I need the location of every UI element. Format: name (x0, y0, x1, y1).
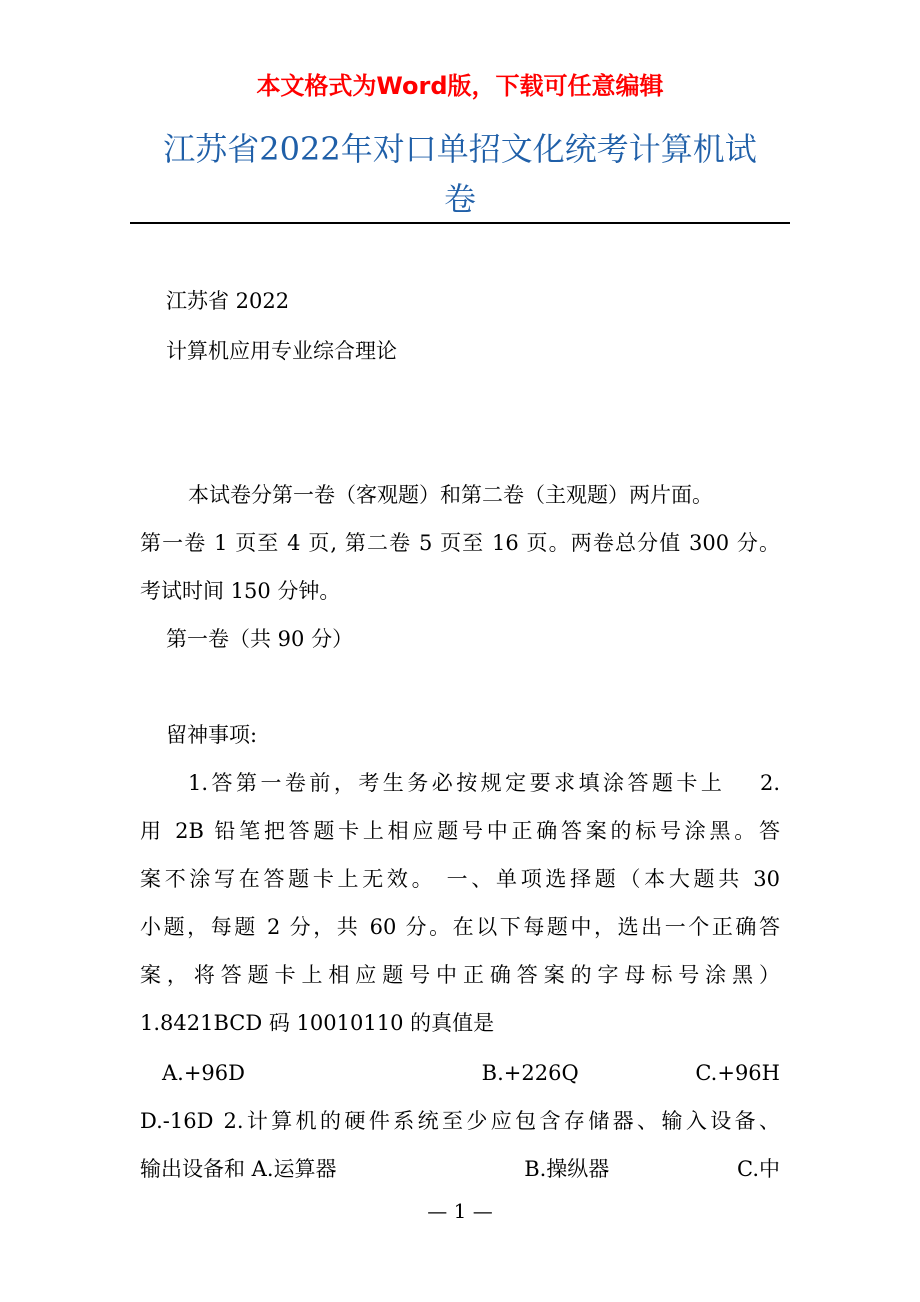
page-number: — 1 — (427, 1199, 493, 1223)
intro-line-1: 本试卷分第一卷（客观题）和第二卷（主观题）两片面。 (188, 483, 713, 507)
header-province: 江苏省 2022 (166, 289, 290, 313)
notice-line-1: 1.答第一卷前，考生务必按规定要求填涂答题卡上 2. (188, 771, 780, 795)
notice-line-4: 小题，每题 2 分，共 60 分。在以下每题中，选出一个正确答 (140, 915, 780, 939)
question-1-options (162, 1058, 780, 1088)
question-2-prefix: 输出设备和 A.运算器 (140, 1157, 337, 1181)
option-b: B.+226Q (481, 1061, 579, 1085)
part-one-heading: 第一卷（共 90 分） (166, 627, 354, 651)
notice-line-5: 案，将答题卡上相应题号中正确答案的字母标号涂黑） (140, 963, 780, 987)
title-line-2: 卷 (443, 180, 476, 218)
notice-heading: 留神事项: (166, 723, 258, 747)
question-2-line-1: D.-16D 2.计算机的硬件系统至少应包含存储器、输入设备、 (140, 1109, 780, 1133)
option-a: A.+96D (162, 1061, 245, 1085)
question-2-line-2 (140, 1154, 780, 1184)
header-subject: 计算机应用专业综合理论 (166, 339, 397, 363)
intro-line-2: 第一卷 1 页至 4 页, 第二卷 5 页至 16 页。两卷总分值 300 分。 (140, 531, 780, 555)
question-2-option-b: B.操纵器 (524, 1157, 610, 1181)
title-divider (130, 222, 790, 224)
notice-line-2: 用 2B 铅笔把答题卡上相应题号中正确答案的标号涂黑。答 (140, 819, 780, 843)
notice-line-3: 案不涂写在答题卡上无效。 一、单项选择题（本大题共 30 (140, 867, 780, 891)
intro-line-3: 考试时间 150 分钟。 (140, 579, 341, 603)
option-c: C.+96H (695, 1061, 780, 1085)
question-2-option-c: C.中 (737, 1157, 780, 1181)
format-banner: 本文格式为Word版，下载可任意编辑 (256, 72, 664, 100)
question-1-stem: 1.8421BCD 码 10010110 的真值是 (140, 1011, 495, 1035)
title-line-1: 江苏省2022年对口单招文化统考计算机试 (163, 130, 757, 168)
document-title (120, 124, 800, 224)
